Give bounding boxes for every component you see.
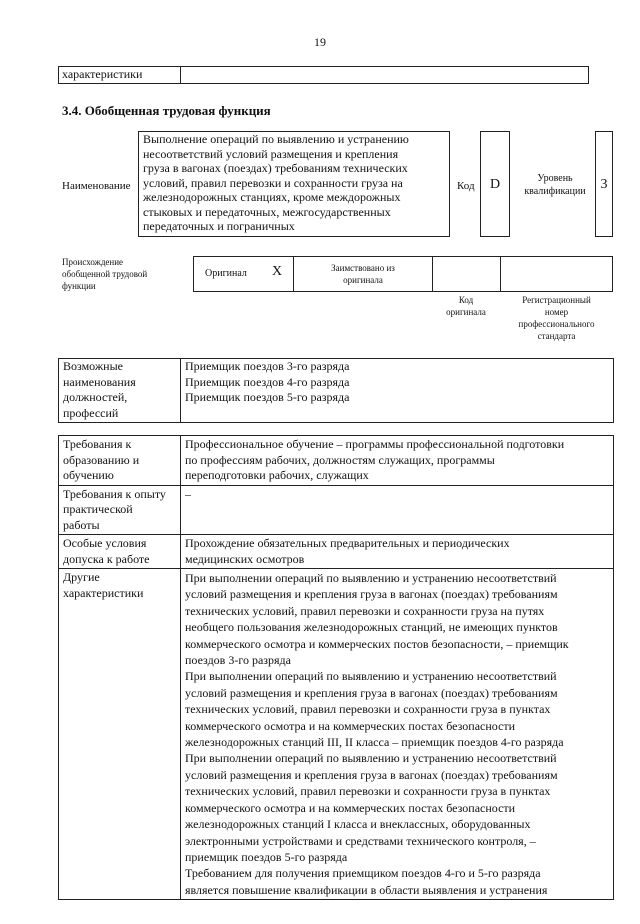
origin-divider-2 xyxy=(432,256,433,292)
name-value: Выполнение операций по выявлению и устранению несоответствий условий размещения и крепления груза в вагонах (поездах) требованиям технических условий, правил перевозки и сохранности груза на железнодорожных станциях, кроме междорожных стыковых и передаточных, межгосударственных передаточных и пограничных xyxy=(143,132,409,233)
section-title: 3.4. Обобщенная трудовая функция xyxy=(62,103,271,118)
code-label: Код xyxy=(457,180,475,192)
positions-table xyxy=(58,358,614,423)
positions-row xyxy=(59,359,614,423)
origin-divider-3 xyxy=(500,256,501,292)
requirement-row-experience xyxy=(59,485,614,535)
education-value: Профессиональное обучение – программы профессиональной подготовки по профессиям рабочих, должностям служащих, программы переподготовки рабочих, служащих xyxy=(181,436,614,486)
experience-label: Требования к опыту практической работы xyxy=(59,485,181,535)
special-conditions-value: Прохождение обязательных предварительных и периодических медицинских осмотров xyxy=(181,535,614,569)
level-label: Уровень квалификации xyxy=(524,173,586,197)
requirement-row-education xyxy=(59,436,614,486)
special-conditions-label: Особые условия допуска к работе xyxy=(59,535,181,569)
original-mark: X xyxy=(272,264,283,279)
requirement-row-special-conditions xyxy=(59,535,614,569)
name-label: Наименование xyxy=(62,180,131,192)
borrowed-label: Заимствовано из оригинала xyxy=(331,263,395,285)
position-item: Приемщик поездов 3-го разряда xyxy=(185,359,350,373)
origin-divider-1 xyxy=(293,256,294,292)
positions-list xyxy=(181,359,614,423)
reg-number-caption: Регистрационный номер профессионального стандарта xyxy=(518,295,595,341)
other-characteristics-value: При выполнении операций по выявлению и устранению несоответствий условий размещения и крепления груза в вагонах (поездах) требованиям технических условий, правил перевозки и сохранности груза на путях необщего пользования железнодорожных станций, не имеющих пунктов коммерческого осмотра и коммерческих постов безопасности, – приемщик поездов 3-го разряда При выполнении операций по выявлению и устранению несоответствий условий размещения и крепления груза в вагонах (поездах) требованиям технических условий, правил перевозки и сохранности груза в пунктах коммерческого осмотра и на коммерческих постах безопасности железнодорожных станций III, II класса – приемщик поездов 4-го разряда При выполнении операций по выявлению и устранению несоответствий условий размещения и крепления груза в вагонах (поездах) требованиям технических условий, правил перевозки и сохранности груза в пунктах коммерческого осмотра и на коммерческих постах безопасности железнодорожных станций I класса и внеклассных, оборудованных электронными устройствами и средствами технического контроля, – приемщик поездов 5-го разряда Требованием для получения приемщиком поездов 4-го и 5-го разряда является повышение квалификации в области выявления и устранения xyxy=(181,569,614,900)
position-item: Приемщик поездов 4-го разряда xyxy=(185,374,350,389)
requirement-row-other xyxy=(59,569,614,900)
origin-label: Происхождение обобщенной трудовой функции xyxy=(62,257,148,291)
continuation-divider xyxy=(180,66,181,84)
continuation-label: характеристики xyxy=(62,67,143,81)
position-item: Приемщик поездов 5-го разряда xyxy=(185,390,350,404)
requirements-table xyxy=(58,435,614,900)
education-label: Требования к образованию и обучению xyxy=(59,436,181,486)
original-label: Оригинал xyxy=(205,268,247,279)
level-value: 3 xyxy=(600,177,608,192)
positions-label: Возможные наименования должностей, профессий xyxy=(59,359,181,423)
code-original-caption: Код оригинала xyxy=(446,295,486,317)
code-value: D xyxy=(489,177,501,192)
page-number: 19 xyxy=(314,35,326,49)
other-characteristics-label: Другие характеристики xyxy=(59,569,181,900)
experience-value: – xyxy=(181,485,614,535)
